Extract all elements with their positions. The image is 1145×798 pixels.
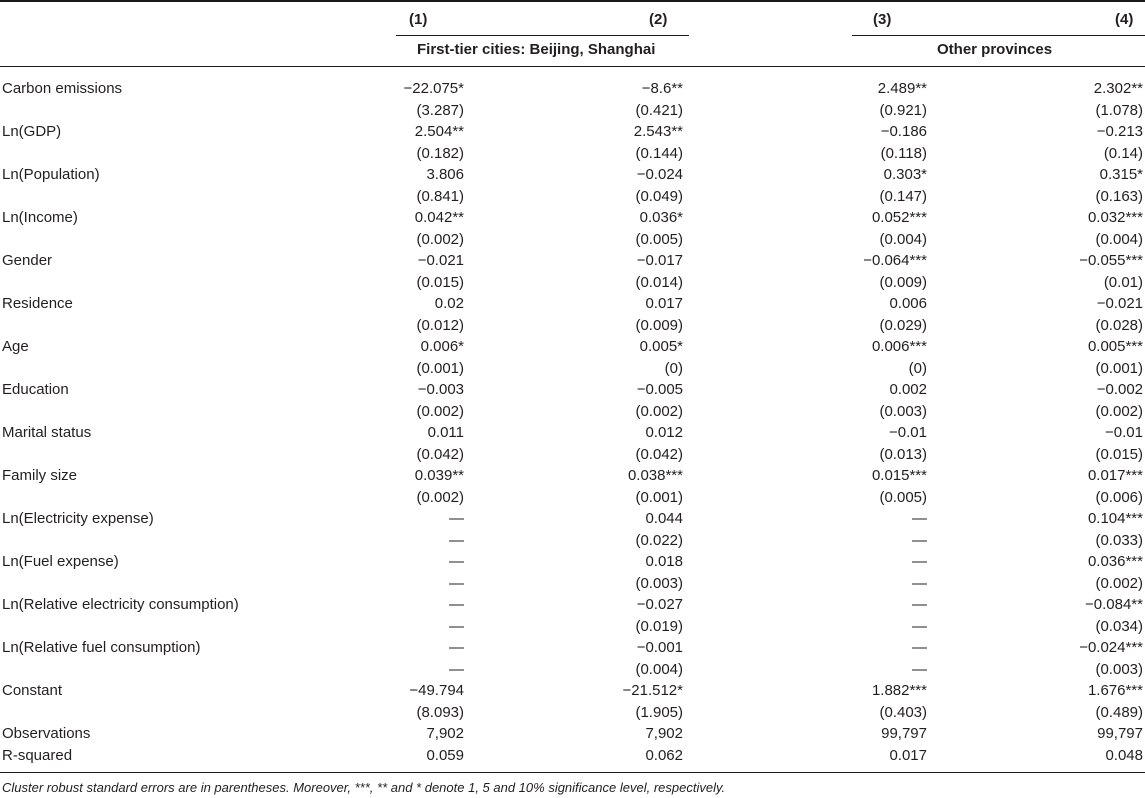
cell-col-4: 0.005***: [1087, 338, 1143, 355]
cell-col-2: (0.001): [635, 488, 683, 506]
cell-col-1: 0.02: [434, 295, 464, 312]
cell-col-1: —: [449, 553, 464, 570]
table-row-stderr: [0, 315, 1145, 337]
col-number-3: (3): [873, 11, 892, 28]
cell-col-2: (0.144): [635, 144, 683, 162]
cell-col-4: (0.015): [1095, 445, 1143, 463]
col-number-1: (1): [409, 11, 428, 28]
cell-col-1: (0.002): [416, 402, 464, 420]
cell-col-4: (0.14): [1103, 144, 1143, 162]
cell-col-1: (0.015): [416, 273, 464, 291]
cell-col-1: 0.042**: [414, 209, 464, 226]
cell-col-3: —: [912, 574, 927, 592]
cell-col-3: —: [912, 553, 927, 570]
row-label: Observations: [2, 725, 91, 742]
cell-col-1: (0.012): [416, 316, 464, 334]
cell-col-3: 0.052***: [871, 209, 927, 226]
cell-col-1: 7,902: [426, 725, 464, 742]
cell-col-1: —: [449, 617, 464, 635]
cell-col-3: (0): [908, 359, 927, 377]
table-row: [0, 207, 1145, 229]
cell-col-1: (0.182): [416, 144, 464, 162]
cell-col-4: 0.104***: [1087, 510, 1143, 527]
cell-col-3: 0.303*: [883, 166, 927, 183]
row-label: Ln(GDP): [2, 123, 62, 140]
cell-col-2: (0.004): [635, 660, 683, 678]
cell-col-1: (0.002): [416, 230, 464, 248]
cell-col-1: 3.806: [426, 166, 464, 183]
cell-col-4: (1.078): [1095, 101, 1143, 119]
cell-col-3: (0.004): [879, 230, 927, 248]
cell-col-4: 0.315*: [1099, 166, 1143, 183]
cell-col-4: (0.028): [1095, 316, 1143, 334]
cell-col-1: (0.841): [416, 187, 464, 205]
cell-col-2: (0): [664, 359, 683, 377]
table-row-stderr: [0, 143, 1145, 165]
cell-col-3: (0.029): [879, 316, 927, 334]
cell-col-1: 0.039**: [414, 467, 464, 484]
cell-col-4: 0.036***: [1087, 553, 1143, 570]
cell-col-3: 0.015***: [871, 467, 927, 484]
table-row-stderr: [0, 530, 1145, 552]
cell-col-3: (0.921): [879, 101, 927, 119]
cell-col-4: 0.032***: [1087, 209, 1143, 226]
table-row: [0, 508, 1145, 530]
cell-col-2: 2.543**: [633, 123, 683, 140]
cell-col-4: 2.302**: [1093, 80, 1143, 97]
row-label: Gender: [2, 252, 53, 269]
cell-col-3: (0.003): [879, 402, 927, 420]
column-number-row: [0, 6, 1145, 34]
row-label: Marital status: [2, 424, 92, 441]
cell-col-2: 0.005*: [639, 338, 683, 355]
row-label: Residence: [2, 295, 73, 312]
table-row-stderr: [0, 272, 1145, 294]
table-row: [0, 465, 1145, 487]
cell-col-1: −49.794: [409, 682, 464, 699]
cell-col-3: (0.013): [879, 445, 927, 463]
table-row: [0, 551, 1145, 573]
header-bottom-rule: [0, 66, 1145, 67]
row-label: Ln(Population): [2, 166, 100, 183]
table-row-stderr: [0, 401, 1145, 423]
cell-col-4: (0.033): [1095, 531, 1143, 549]
cell-col-3: 99,797: [881, 725, 927, 742]
cell-col-3: —: [912, 617, 927, 635]
cell-col-3: —: [912, 531, 927, 549]
cell-col-2: (0.049): [635, 187, 683, 205]
cell-col-3: (0.403): [879, 703, 927, 721]
row-label: Age: [2, 338, 29, 355]
cell-col-4: −0.024***: [1079, 639, 1143, 656]
cell-col-3: —: [912, 596, 927, 613]
table-row: [0, 78, 1145, 100]
cell-col-3: −0.01: [889, 424, 927, 441]
row-label: Ln(Electricity expense): [2, 510, 154, 527]
cell-col-3: (0.005): [879, 488, 927, 506]
cell-col-2: (0.005): [635, 230, 683, 248]
cell-col-2: −0.027: [636, 596, 683, 613]
table-row-stderr: [0, 444, 1145, 466]
cell-col-1: (0.002): [416, 488, 464, 506]
cell-col-2: −8.6**: [641, 80, 683, 97]
table-row: [0, 723, 1145, 745]
cell-col-4: (0.001): [1095, 359, 1143, 377]
cell-col-3: 0.002: [889, 381, 927, 398]
cell-col-4: (0.002): [1095, 574, 1143, 592]
cell-col-4: 99,797: [1097, 725, 1143, 742]
cell-col-4: (0.163): [1095, 187, 1143, 205]
table-row: [0, 293, 1145, 315]
cell-col-4: −0.055***: [1079, 252, 1143, 269]
cell-col-3: −0.064***: [863, 252, 927, 269]
cell-col-4: (0.004): [1095, 230, 1143, 248]
cell-col-3: 0.006***: [871, 338, 927, 355]
table-bottom-rule: [0, 772, 1145, 773]
cell-col-4: −0.002: [1096, 381, 1143, 398]
row-label: Carbon emissions: [2, 80, 123, 97]
table-row: [0, 164, 1145, 186]
cell-col-4: (0.489): [1095, 703, 1143, 721]
cell-col-4: (0.006): [1095, 488, 1143, 506]
cell-col-4: 0.048: [1105, 746, 1143, 764]
cell-col-4: 0.017***: [1087, 467, 1143, 484]
cell-col-2: (0.421): [635, 101, 683, 119]
cell-col-4: 1.676***: [1087, 682, 1143, 699]
cell-col-1: —: [449, 660, 464, 678]
cell-col-1: −0.021: [417, 252, 464, 269]
cell-col-3: −0.186: [880, 123, 927, 140]
cell-col-3: —: [912, 660, 927, 678]
cell-col-3: 0.017: [889, 746, 927, 764]
cell-col-2: 0.038***: [627, 467, 683, 484]
row-label: Ln(Fuel expense): [2, 553, 119, 570]
row-label: Ln(Relative electricity consumption): [2, 596, 239, 613]
row-label: Family size: [2, 467, 78, 484]
row-label: Education: [2, 381, 69, 398]
cell-col-2: 0.012: [645, 424, 683, 441]
cell-col-3: 2.489**: [877, 80, 927, 97]
row-label: R-squared: [2, 746, 73, 764]
cell-col-3: (0.009): [879, 273, 927, 291]
cell-col-2: 7,902: [645, 725, 683, 742]
table-row: [0, 680, 1145, 702]
cell-col-3: (0.147): [879, 187, 927, 205]
cell-col-4: (0.003): [1095, 660, 1143, 678]
cell-col-3: 0.006: [889, 295, 927, 312]
table-row: [0, 379, 1145, 401]
col-number-2: (2): [649, 11, 668, 28]
table-row-stderr: [0, 358, 1145, 380]
cell-col-1: (0.042): [416, 445, 464, 463]
cell-col-4: −0.021: [1096, 295, 1143, 312]
cell-col-2: (0.014): [635, 273, 683, 291]
cell-col-2: (0.022): [635, 531, 683, 549]
cell-col-4: (0.034): [1095, 617, 1143, 635]
cell-col-2: (0.009): [635, 316, 683, 334]
cell-col-4: −0.01: [1105, 424, 1143, 441]
table-row-stderr: [0, 702, 1145, 724]
cell-col-2: 0.044: [645, 510, 683, 527]
group-header-first-tier: First-tier cities: Beijing, Shanghai: [417, 41, 656, 58]
row-label: Ln(Income): [2, 209, 78, 226]
cell-col-2: (0.042): [635, 445, 683, 463]
table-row: [0, 594, 1145, 616]
cell-col-2: 0.017: [645, 295, 683, 312]
table-row: [0, 250, 1145, 272]
table-row-stderr: [0, 573, 1145, 595]
cell-col-4: −0.084**: [1085, 596, 1143, 613]
cell-col-2: −0.017: [636, 252, 683, 269]
cell-col-2: (0.019): [635, 617, 683, 635]
table-row-stderr: [0, 229, 1145, 251]
cell-col-2: 0.036*: [639, 209, 683, 226]
cell-col-1: 0.059: [426, 746, 464, 764]
table-row: [0, 637, 1145, 659]
cell-col-1: 2.504**: [414, 123, 464, 140]
table-row-stderr: [0, 487, 1145, 509]
table-row: [0, 422, 1145, 444]
cell-col-4: (0.01): [1103, 273, 1143, 291]
cell-col-1: —: [449, 639, 464, 656]
group-header-other-provinces: Other provinces: [937, 41, 1053, 58]
row-label: Constant: [2, 682, 63, 699]
cell-col-1: (3.287): [416, 101, 464, 119]
table-row: [0, 336, 1145, 358]
cell-col-1: —: [449, 596, 464, 613]
cell-col-2: −21.512*: [622, 682, 683, 699]
cell-col-2: −0.024: [636, 166, 683, 183]
cell-col-4: (0.002): [1095, 402, 1143, 420]
cell-col-3: 1.882***: [871, 682, 927, 699]
cell-col-1: —: [449, 510, 464, 527]
cell-col-1: —: [449, 574, 464, 592]
table-row: [0, 121, 1145, 143]
cell-col-3: —: [912, 639, 927, 656]
cell-col-2: (0.002): [635, 402, 683, 420]
cell-col-3: (0.118): [880, 144, 927, 162]
table-row-stderr: [0, 100, 1145, 122]
cell-col-2: −0.005: [636, 381, 683, 398]
col-number-4: (4): [1115, 11, 1134, 28]
table-footnote: Cluster robust standard errors are in parentheses. Moreover, ***, ** and * denote 1, 5 and 10% significance level, respectively.: [2, 780, 726, 795]
cell-col-2: 0.018: [645, 553, 683, 570]
cell-col-2: (1.905): [635, 703, 683, 721]
cell-col-1: (0.001): [416, 359, 464, 377]
table-row: [0, 745, 1145, 767]
table-top-rule: [0, 0, 1145, 2]
row-label: Ln(Relative fuel consumption): [2, 639, 201, 656]
cell-col-1: (8.093): [416, 703, 464, 721]
cell-col-1: 0.006*: [420, 338, 464, 355]
cell-col-4: −0.213: [1096, 123, 1143, 140]
table-row-stderr: [0, 616, 1145, 638]
group-header-row: [0, 36, 1145, 64]
cell-col-1: −0.003: [417, 381, 464, 398]
table-row-stderr: [0, 186, 1145, 208]
cell-col-2: −0.001: [636, 639, 683, 656]
cell-col-1: 0.011: [427, 424, 464, 441]
cell-col-2: 0.062: [645, 746, 683, 764]
cell-col-1: —: [449, 531, 464, 549]
cell-col-2: (0.003): [635, 574, 683, 592]
cell-col-3: —: [912, 510, 927, 527]
cell-col-1: −22.075*: [403, 80, 464, 97]
table-row-stderr: [0, 659, 1145, 681]
